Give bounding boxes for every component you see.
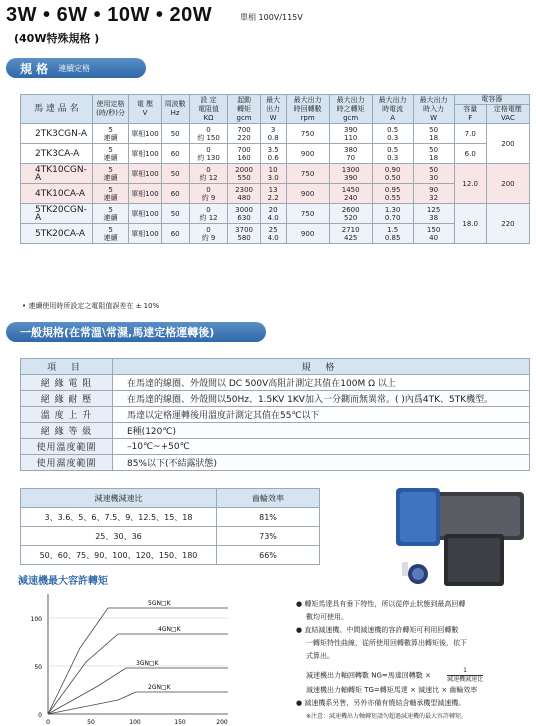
col-voltage: 電 壓 V — [129, 95, 161, 124]
torque-chart-title: 減速機最大容許轉矩 — [18, 576, 108, 587]
voltage-cell: 單相100 — [129, 224, 161, 244]
max-output-cell: 3.5 0.6 — [260, 144, 286, 164]
table-row — [21, 375, 530, 391]
col-max-input: 最大出力 時入力 W — [413, 95, 454, 124]
hz-cell: 60 — [161, 144, 189, 164]
torque-cell: 1300 390 — [329, 164, 372, 184]
item-value: 85%以下(不結露狀態) — [113, 455, 530, 471]
col-cap-voltage: 定格電壓 VAC — [486, 105, 529, 124]
torque-cell: 1450 240 — [329, 184, 372, 204]
formula-1-lhs: 減速機出力軸回轉數 NG=馬達回轉數 × — [306, 671, 431, 680]
col-resistance: 設 定 電阻值 KΩ — [189, 95, 228, 124]
hz-cell: 50 — [161, 124, 189, 144]
note-line: 一轉矩特性曲線，從所使用回轉數算出轉矩後，依下 — [306, 639, 467, 647]
spec-footnote: • 連續使用時所設定之電阻值誤差在 ± 10% — [22, 302, 160, 310]
rating-cell: 5 連續 — [92, 124, 129, 144]
capacity-cell: 18.0 — [454, 204, 486, 244]
col-max-current: 最大出力 時電流 A — [372, 95, 413, 124]
rating-cell: 5 連續 — [92, 164, 129, 184]
voltage-note: 單相 100V/115V — [240, 13, 303, 22]
general-section-title: 一般規格(在常溫\常濕,馬達定格運轉後) — [20, 326, 215, 339]
table-row — [21, 527, 320, 546]
table-row — [21, 204, 530, 224]
col-capacitor: 電容器 — [454, 95, 529, 105]
gear-ratio: 25、30、36 — [21, 527, 217, 546]
table-row — [21, 439, 530, 455]
item-value: 在馬達的線圈、外殼間以 DC 500V高阻計測定其值在100M Ω 以上 — [113, 375, 530, 391]
curve-label: 3GN□K — [136, 660, 159, 667]
curve-label: 4GN□K — [158, 626, 181, 633]
current-cell: 0.90 0.50 — [372, 164, 413, 184]
item-label: 溫 度 上 升 — [21, 407, 113, 423]
resistance-cell: 0 約 12 — [189, 204, 228, 224]
note-line: 數均可使用。 — [306, 613, 348, 621]
model-name: 2TK3CA-A — [21, 144, 93, 164]
capacity-cell: 12.0 — [454, 164, 486, 204]
input-cell: 125 38 — [413, 204, 454, 224]
table-row — [21, 164, 530, 184]
max-output-cell: 3 0.8 — [260, 124, 286, 144]
voltage-cell: 單相100 — [129, 124, 161, 144]
motor-photo — [388, 478, 528, 596]
x-tick-label: 50 — [87, 719, 95, 726]
hz-cell: 60 — [161, 184, 189, 204]
gear-efficiency: 81% — [217, 508, 320, 527]
current-cell: 0.95 0.55 — [372, 184, 413, 204]
gear-efficiency: 66% — [217, 546, 320, 565]
resistance-cell: 0 約 150 — [189, 124, 228, 144]
note-line: ● 轉矩馬達具有垂下特性，所以從停止狀態到最高回轉 — [296, 600, 466, 608]
col-rating: 使用定格(時/秒)分 — [92, 95, 129, 124]
rating-cell: 5 連續 — [92, 224, 129, 244]
note-line: ● 直結減速機、中間減速機的容許轉矩可利用回轉數 — [296, 626, 459, 634]
cap-voltage-cell: 200 — [486, 164, 529, 204]
current-cell: 1.5 0.85 — [372, 224, 413, 244]
resistance-cell: 0 約 9 — [189, 224, 228, 244]
page-subtitle: (40W特殊規格 ) — [14, 32, 100, 45]
current-cell: 1.30 0.70 — [372, 204, 413, 224]
table-row — [21, 391, 530, 407]
model-name: 4TK10CA-A — [21, 184, 93, 204]
table-row — [21, 423, 530, 439]
item-value: 在馬達的線圈、外殼間以50Hz、1.5KV 1KV加入一分鍘而無異常。( )內爲4TK、5TK機型。 — [113, 391, 530, 407]
col-max-torque: 最大出力 時之轉矩 gcm — [329, 95, 372, 124]
start-torque-cell: 3700 580 — [228, 224, 260, 244]
rpm-cell: 750 — [286, 124, 329, 144]
model-name: 4TK10CGN-A — [21, 164, 93, 184]
start-torque-cell: 700 160 — [228, 144, 260, 164]
x-tick-label: 200 — [216, 719, 228, 726]
col-max-output: 最大 出力 W — [260, 95, 286, 124]
start-torque-cell: 700 220 — [228, 124, 260, 144]
curve-2gn — [48, 692, 228, 714]
col-start-torque: 起動 轉矩 gcm — [228, 95, 260, 124]
rating-cell: 5 連續 — [92, 144, 129, 164]
voltage-cell: 單相100 — [129, 164, 161, 184]
page-title: 3W • 6W • 10W • 20W — [6, 4, 213, 26]
note-remark: ※注意：減速機出力軸轉矩請勿超過減速機的最大容許轉矩。 — [306, 713, 468, 720]
hz-cell: 60 — [161, 224, 189, 244]
item-label: 絕 緣 等 級 — [21, 423, 113, 439]
col-model: 馬 達 品 名 — [21, 95, 93, 124]
voltage-cell: 單相100 — [129, 144, 161, 164]
gear-ratio: 50、60、75、90、100、120、150、180 — [21, 546, 217, 565]
item-label: 使用溫度範圍 — [21, 439, 113, 455]
torque-cell: 380 70 — [329, 144, 372, 164]
fraction-numerator: 1 — [447, 667, 483, 676]
item-label: 絕 緣 電 阻 — [21, 375, 113, 391]
notes — [296, 598, 532, 723]
hz-cell: 50 — [161, 164, 189, 184]
resistance-cell: 0 約 9 — [189, 184, 228, 204]
max-output-cell: 20 4.0 — [260, 204, 286, 224]
x-tick-label: 0 — [46, 719, 50, 726]
torque-cell: 390 110 — [329, 124, 372, 144]
rpm-cell: 750 — [286, 204, 329, 224]
current-cell: 0.5 0.3 — [372, 124, 413, 144]
table-row — [21, 508, 320, 527]
rpm-cell: 900 — [286, 224, 329, 244]
resistance-cell: 0 約 12 — [189, 164, 228, 184]
note-line: ● 減速機系另售，另外亦備有燒結含軸承機型減速機。 — [296, 699, 466, 707]
start-torque-cell: 2300 480 — [228, 184, 260, 204]
input-cell: 50 18 — [413, 144, 454, 164]
formula-1-fraction — [447, 667, 483, 684]
y-tick-label: 0 — [38, 712, 42, 719]
model-name: 5TK20CA-A — [21, 224, 93, 244]
table-row — [21, 144, 530, 164]
cap-voltage-cell: 200 — [486, 124, 529, 164]
gear-efficiency-table — [20, 488, 320, 565]
item-label: 使用濕度範圍 — [21, 455, 113, 471]
torque-chart — [8, 590, 238, 726]
col-gear-efficiency: 齒輪效率 — [217, 489, 320, 508]
x-tick-label: 150 — [174, 719, 186, 726]
input-cell: 50 18 — [413, 124, 454, 144]
col-hz: 周波數 Hz — [161, 95, 189, 124]
col-gear-ratio: 減速機減速比 — [21, 489, 217, 508]
col-cap-capacity: 容量 F — [454, 105, 486, 124]
resistance-cell: 0 約 130 — [189, 144, 228, 164]
table-row — [21, 224, 530, 244]
curve-3gn — [48, 668, 228, 714]
hz-cell: 50 — [161, 204, 189, 224]
general-section-header — [6, 322, 266, 342]
start-torque-cell: 3000 630 — [228, 204, 260, 224]
curve-label: 2GN□K — [148, 684, 171, 691]
general-spec-table — [20, 358, 530, 471]
gear-efficiency: 73% — [217, 527, 320, 546]
col-spec: 規 格 — [113, 359, 530, 375]
cap-voltage-cell: 220 — [486, 204, 529, 244]
formula-2: 減速機出力軸轉矩 TG=轉矩馬達 × 減速比 × 齒輪效率 — [306, 686, 478, 694]
curve-4gn — [48, 634, 228, 714]
item-value: –10℃~+50℃ — [113, 439, 530, 455]
rating-cell: 5 連續 — [92, 184, 129, 204]
max-output-cell: 13 2.2 — [260, 184, 286, 204]
y-tick-label: 50 — [34, 664, 42, 671]
fraction-denominator: 減速機減速比 — [447, 676, 484, 683]
capacity-cell: 6.0 — [454, 144, 486, 164]
torque-cell: 2600 520 — [329, 204, 372, 224]
rpm-cell: 750 — [286, 164, 329, 184]
torque-cell: 2710 425 — [329, 224, 372, 244]
start-torque-cell: 2000 550 — [228, 164, 260, 184]
x-tick-label: 100 — [129, 719, 141, 726]
spec-table — [20, 94, 530, 244]
gear-ratio: 3、3.6、5、6、7.5、9、12.5、15、18 — [21, 508, 217, 527]
capacity-cell: 7.0 — [454, 124, 486, 144]
item-label: 絕 緣 耐 壓 — [21, 391, 113, 407]
spec-section-sub: 連續定格 — [58, 63, 91, 73]
item-value: 馬達以定格運轉後用溫度計測定其值在55℃以下 — [113, 407, 530, 423]
col-max-rpm: 最大出力 時回轉數 rpm — [286, 95, 329, 124]
col-item: 項 目 — [21, 359, 113, 375]
note-line: 式算出。 — [306, 652, 334, 660]
input-cell: 90 32 — [413, 184, 454, 204]
rpm-cell: 900 — [286, 144, 329, 164]
input-cell: 150 40 — [413, 224, 454, 244]
curve-label: 5GN□K — [148, 600, 171, 607]
rpm-cell: 900 — [286, 184, 329, 204]
voltage-cell: 單相100 — [129, 184, 161, 204]
table-row — [21, 407, 530, 423]
max-output-cell: 10 3.0 — [260, 164, 286, 184]
table-row — [21, 124, 530, 144]
table-row — [21, 546, 320, 565]
table-row — [21, 184, 530, 204]
model-name: 2TK3CGN-A — [21, 124, 93, 144]
current-cell: 0.5 0.3 — [372, 144, 413, 164]
voltage-cell: 單相100 — [129, 204, 161, 224]
rating-cell: 5 連續 — [92, 204, 129, 224]
spec-section-header — [6, 58, 146, 78]
input-cell: 50 30 — [413, 164, 454, 184]
max-output-cell: 25 4.0 — [260, 224, 286, 244]
model-name: 5TK20CGN-A — [21, 204, 93, 224]
formula-1 — [296, 667, 532, 684]
y-tick-label: 100 — [30, 616, 42, 623]
item-value: E種(120℃) — [113, 423, 530, 439]
table-row — [21, 455, 530, 471]
spec-section-title: 規 格 — [20, 61, 49, 76]
